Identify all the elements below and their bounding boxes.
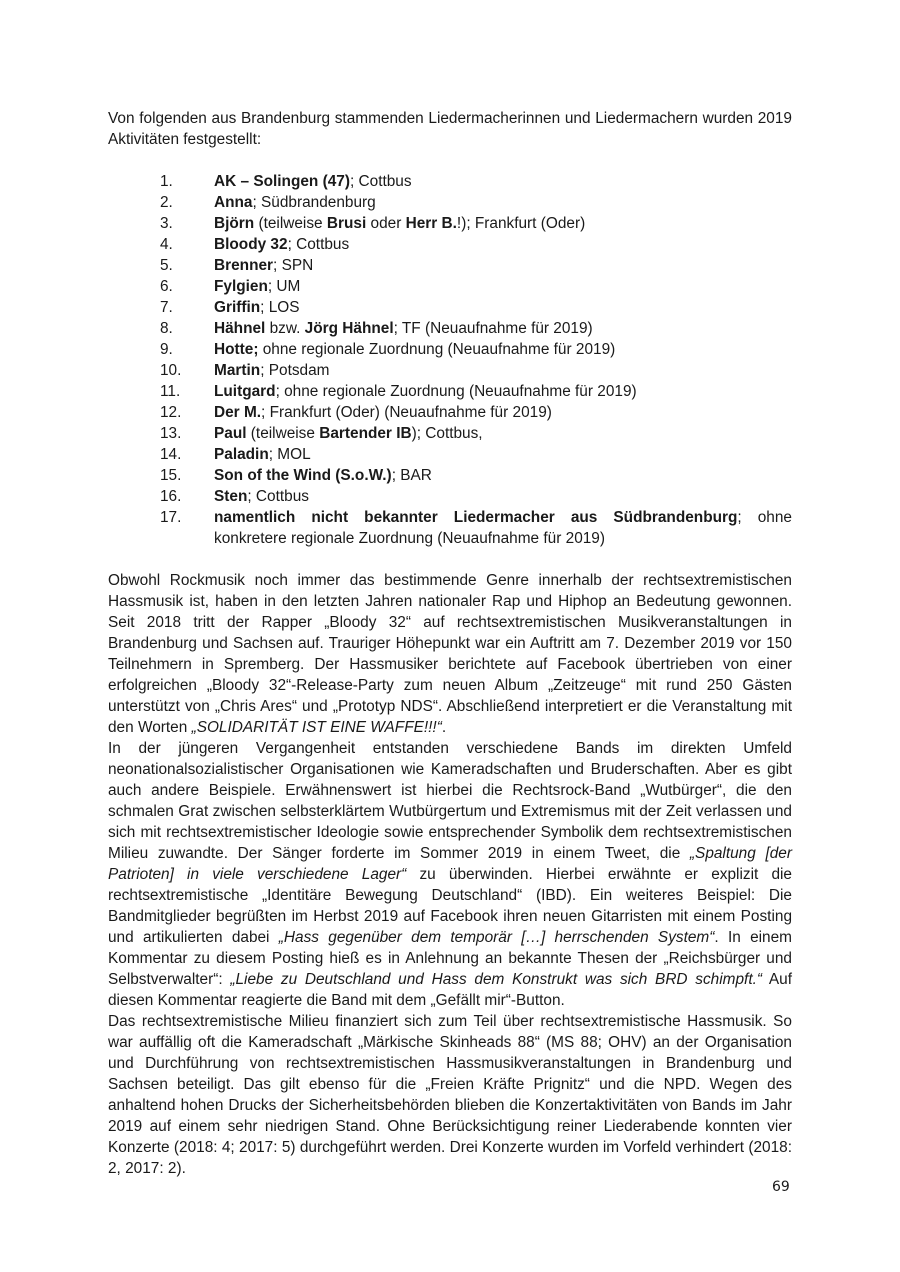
quote-text: „Liebe zu Deutschland und Hass dem Konstrukt was sich BRD schimpft.“ xyxy=(230,971,762,988)
singer-name: Griffin xyxy=(214,299,261,316)
singer-alias: Bartender IB xyxy=(319,425,412,442)
list-item xyxy=(108,318,792,339)
singer-name: AK – Solingen (47) xyxy=(214,173,350,190)
list-number: 10. xyxy=(160,362,182,379)
list-number: 16. xyxy=(160,488,182,505)
singer-name: Björn xyxy=(214,215,255,232)
singer-name: Anna xyxy=(214,194,253,211)
paragraph-rap-hiphop xyxy=(108,570,792,738)
singer-name: Hotte; xyxy=(214,341,259,358)
singer-details: ; Frankfurt (Oder) (Neuaufnahme für 2019) xyxy=(261,404,552,421)
paragraph-text: zu überwinden. Hierbei erwähnte er explizit die rechtsextremistische „Identitäre Bewegung Deutschland“ (IBD). Ein weiteres Beispiel: Die Bandmitglieder begrüßten im Herbst 2019 auf Facebook ihren neuen Gitarristen mit einem Posting und artikulierten dabei xyxy=(108,866,792,946)
list-item xyxy=(108,486,792,507)
singer-details: ; MOL xyxy=(268,446,311,463)
list-number: 2. xyxy=(160,194,173,211)
singer-details: !); Frankfurt (Oder) xyxy=(456,215,586,232)
paragraph-text: Auf diesen Kommentar reagierte die Band mit dem „Gefällt mir“-Button. xyxy=(108,971,792,1009)
singer-details: ); Cottbus, xyxy=(411,425,483,442)
list-number: 3. xyxy=(160,215,173,232)
singer-name: Der M. xyxy=(214,404,262,421)
list-item xyxy=(108,360,792,381)
list-item xyxy=(108,339,792,360)
singer-details: ; Südbrandenburg xyxy=(252,194,376,211)
list-item xyxy=(108,171,792,192)
list-item xyxy=(108,255,792,276)
singer-name: Sten xyxy=(214,488,248,505)
singer-details: ; Potsdam xyxy=(260,362,330,379)
list-item xyxy=(108,465,792,486)
singer-details: (teilweise xyxy=(254,215,327,232)
paragraph-financing: Das rechtsextremistische Milieu finanziert sich zum Teil über rechtsextremistische Hassmusik. So war auffällig oft die Kameradschaft „Märkische Skinheads 88“ (MS 88; OHV) an der Organisation und Durchführung von rechtsextremistischen Hassmusikveranstaltungen in Brandenburg und Sachsen beteiligt. Das gilt ebenso für die „Freien Kräfte Prignitz“ und die NPD. Wegen des anhaltend hohen Drucks der Sicherheitsbehörden blieben die Konzertaktivitäten von Bands im Jahr 2019 auf einem sehr niedrigen Stand. Ohne Berücksichtigung reiner Liederabende konnten vier Konzerte (2018: 4; 2017: 5) durchgeführt werden. Drei Konzerte wurden im Vorfeld verhindert (2018: 2, 2017: 2). xyxy=(108,1013,792,1177)
singer-alias: Brusi xyxy=(326,215,367,232)
singer-details: ; UM xyxy=(267,278,301,295)
list-item xyxy=(108,276,792,297)
list-item xyxy=(108,381,792,402)
singer-name: Luitgard xyxy=(214,383,276,400)
list-item xyxy=(108,507,792,549)
singer-name: Paul xyxy=(214,425,247,442)
paragraph-text: In der jüngeren Vergangenheit entstanden verschiedene Bands im direkten Umfeld neonationalsozialistischer Organisationen wie Kameradschaften und Bruderschaften. Aber es gibt auch andere Beispiele. Erwähnenswert ist hierbei die Rechtsrock-Band „Wutbürger“, die den schmalen Grat zwischen selbsterklärtem Wutbürgertum und Extremismus mit der Zeit verlassen und sich mit rechtsextremistischer Ideologie sowie entsprechender Symbolik dem rechtsextremistischen Milieu zuwandte. Der Sänger forderte im Sommer 2019 in einem Tweet, die xyxy=(108,740,792,862)
list-number: 6. xyxy=(160,278,173,295)
singer-details: ; TF (Neuaufnahme für 2019) xyxy=(393,320,593,337)
quote-text: „SOLIDARITÄT IST EINE WAFFE!!!“ xyxy=(191,719,442,736)
list-number: 7. xyxy=(160,299,173,316)
singer-details: ; LOS xyxy=(260,299,300,316)
singer-alias: Herr B. xyxy=(405,215,457,232)
list-number: 4. xyxy=(160,236,173,253)
singer-name: Martin xyxy=(214,362,261,379)
paragraph-text: . xyxy=(441,719,447,736)
paragraph-bands xyxy=(108,738,792,1011)
singer-name: Brenner xyxy=(214,257,274,274)
list-item xyxy=(108,402,792,423)
page-content xyxy=(108,108,792,1179)
list-number: 5. xyxy=(160,257,173,274)
singer-details: ; Cottbus xyxy=(349,173,412,190)
list-number: 11. xyxy=(160,383,181,400)
list-number: 1. xyxy=(160,173,173,190)
intro-paragraph: Von folgenden aus Brandenburg stammenden Liedermacherinnen und Liedermachern wurden 2019 Aktivitäten festgestellt: xyxy=(108,110,792,148)
list-number: 12. xyxy=(160,404,182,421)
singer-name: Paladin xyxy=(214,446,269,463)
singer-details: ; BAR xyxy=(391,467,432,484)
page-number: 69 xyxy=(772,1179,790,1195)
list-item xyxy=(108,444,792,465)
singer-details: ; Cottbus xyxy=(287,236,350,253)
list-item xyxy=(108,213,792,234)
list-item xyxy=(108,192,792,213)
singer-details: ; ohne konkretere regionale Zuordnung (Neuaufnahme für 2019) xyxy=(214,509,792,547)
singer-name: namentlich nicht bekannter Liedermacher aus Südbrandenburg xyxy=(214,509,738,526)
list-number: 17. xyxy=(160,509,182,526)
list-number: 9. xyxy=(160,341,173,358)
singer-name: Hähnel xyxy=(214,320,266,337)
quote-text: „Hass gegenüber dem temporär […] herrschenden System“ xyxy=(278,929,715,946)
singer-details: bzw. xyxy=(265,320,305,337)
quote-text: „Spaltung [der Patrioten] in viele verschiedene Lager“ xyxy=(108,845,792,883)
singer-details: (teilweise xyxy=(246,425,320,442)
list-item xyxy=(108,423,792,444)
list-number: 8. xyxy=(160,320,173,337)
list-item xyxy=(108,234,792,255)
paragraph-text: Obwohl Rockmusik noch immer das bestimmende Genre innerhalb der rechtsextremistischen Hassmusik ist, haben in den letzten Jahren nationaler Rap und Hiphop an Bedeutung gewonnen. Seit 2018 tritt der Rapper „Bloody 32“ auf rechtsextremistischen Musikveranstaltungen in Brandenburg und Sachsen auf. Trauriger Höhepunkt war ein Auftritt am 7. Dezember 2019 vor 150 Teilnehmern in Spremberg. Der Hassmusiker berichtete auf Facebook übertrieben von einer erfolgreichen „Bloody 32“-Release-Party zum neuen Album „Zeitzeuge“ mit rund 250 Gästen unterstützt von „Chris Ares“ und „Prototyp NDS“. Abschließend interpretiert er die Veranstaltung mit den Worten xyxy=(108,572,792,736)
singer-details: oder xyxy=(366,215,406,232)
singer-name: Bloody 32 xyxy=(214,236,288,253)
list-number: 15. xyxy=(160,467,182,484)
list-number: 14. xyxy=(160,446,182,463)
singer-alias: Jörg Hähnel xyxy=(304,320,394,337)
singer-list xyxy=(108,171,792,549)
list-number: 13. xyxy=(160,425,182,442)
singer-details: ; SPN xyxy=(273,257,314,274)
singer-name: Son of the Wind (S.o.W.) xyxy=(214,467,392,484)
singer-details: ; Cottbus xyxy=(247,488,309,505)
singer-details: ; ohne regionale Zuordnung (Neuaufnahme für 2019) xyxy=(275,383,637,400)
paragraph-text: . In einem Kommentar zu diesem Posting hieß es in Anlehnung an bekannte Thesen der „Reichsbürger und Selbstverwalter“: xyxy=(108,929,792,988)
singer-name: Fylgien xyxy=(214,278,268,295)
list-item xyxy=(108,297,792,318)
singer-details: ohne regionale Zuordnung (Neuaufnahme für 2019) xyxy=(258,341,616,358)
